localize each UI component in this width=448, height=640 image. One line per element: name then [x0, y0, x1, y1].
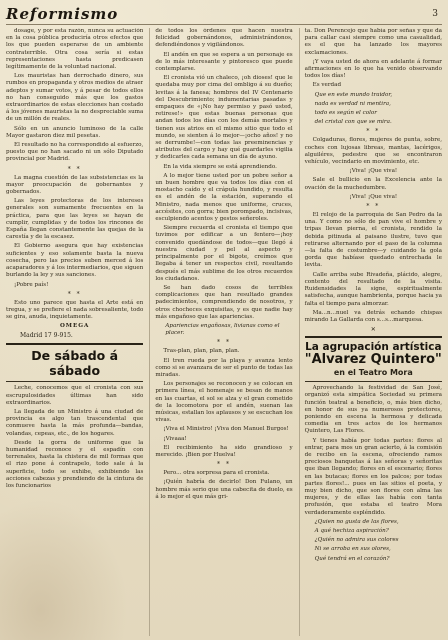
masthead: Reformismo — [6, 5, 119, 23]
paragraph: Pero... otra sorpresa para el cronista. — [163, 470, 270, 477]
dateline: Madrid 17 9-915. — [20, 332, 73, 340]
asterism-divider: * * — [217, 339, 231, 347]
verse-block — [305, 92, 442, 127]
asterism-divider: * * — [366, 203, 381, 211]
paragraph: ¡Viva! ¡Que viva! — [349, 193, 398, 200]
asterism-divider: * * — [217, 461, 231, 469]
paragraph: El andén en que se espera a un personaje es de lo más interesante y pintoresco que puede contemplarse. — [155, 51, 293, 73]
col1-mid-paragraphs — [6, 175, 143, 289]
paragraph: Es verdad — [312, 82, 342, 89]
paragraph: ta. Don Perencejo que había por señas y que da para callar casi siempre como una casualidad, es el que ha lanzado los mayores exclamaciones. — [304, 28, 442, 56]
verse: Apariencias engañosas, livianas como el placer. — [165, 322, 280, 337]
paragraph: El cronista vió un chaleco, ¡oh dioses! que le quedaba muy por cima del ombligo á su dueño; levitas á la fanesa; hombres del IV Centenario del Descubrimiento; indumentarias pasadas y empaques de «¡No hay permiso y pasó usted, retirese!» que estas buenas personas que andan todos los días con los demás mortales y tienen sus atrios en el mismo sitio que todo el mundo, se sienten á lo mejor—¡ocho años! y no se derrumbe!—con todas las preeminencias y atributos del cargo y hay qué guardarles vigilia y dedicarles cada semana un día de ayuno. — [155, 75, 293, 161]
article-title-de-sabado: De sábado á sábado — [31, 348, 119, 379]
paragraph: ¡Quién habría de decirlo! Don Fulano, un hombre más serio que una cabecita de duelo, es á lo mejor el que más gri- — [155, 479, 293, 500]
col1-top-paragraphs — [6, 28, 143, 164]
paragraph: Las leyes protectoras de los intereses generales son sumamente frecuentes en la práctica, para que las leyes se hayan de cumplir, cumplidas y de todos los rincones de España llegan constantemente las quejas de la carestía y de la escasez. — [6, 198, 144, 241]
paragraph: Los personajes se reconocen y se colocan en primera línea, el homenaje se besan de manos en las cuartas, el sol se alza y el gran cometido de la locomotora por el andén, suenan las músicas, estallan los aplausos y se escuchan los vivas. — [155, 381, 293, 424]
verse-line: nada es verdad ni mentira, — [314, 100, 391, 107]
verse-line: Que en este mundo traidor, — [314, 91, 393, 98]
paragraph: ¡Y vaya usted de ahora en adelante á formar afirmaciones en lo que ha venido observando todos los días! — [304, 58, 442, 80]
paragraph: La magna cuestión de las subsistencias es la mayor preocupación de gobernantes y gobernados. — [6, 174, 144, 196]
paragraph: Esto uno parece que hasta el Arte está en tregua, y se prefiere el nada sobresaliente, todo se gira, anuda, inquietamente. — [6, 299, 144, 321]
paragraph: Colgaduras, flores, mujeres de punta, sobre, coches con lujosas libreas, mantas, lacérigos, alguiléres, pedestre que se encontraron vehículo, vecindario en movimiento, etc. — [304, 137, 442, 166]
verse-line: A qué hechiza aspiración? — [314, 527, 389, 534]
column-2 — [149, 28, 292, 636]
verse-line: ¿Quien no gusta de las flores, — [314, 518, 399, 525]
col2-paragraphs-3 — [155, 470, 292, 501]
paragraph: Calle arriba sube Rivadeña, plácido, alegre, contento del resultado de la visita. Ruidensidades la signe, espiritualmente satisfecha, aunque hambrienta, porque hacia ya falta el tiempo para almorzar. — [304, 271, 442, 307]
paragraph: ¡Vivaaa! — [163, 435, 187, 442]
paragraph: A lo mejor tiene usted por un pobre señor a un buen hombre que va todos los días con el mostacho caído y el crápula hundido, y resulta es el andén de la estación, superando el Ministro, nada menos que uniforme, cruces, accésites, con gorra; bien porompado, incisivas, esculpiendo acentos y gestos señeroles. — [155, 172, 293, 223]
x-divider: ✕ — [370, 326, 376, 334]
divider-rule — [305, 336, 442, 338]
paragraph: Aprovechando la festividad de San José, organizó esta simpática Sociedad su primera función teatral a beneficio, o, más bien dicho, en honor de sus ya numerosos protectores, poniendo en escena la hermosa y delicada comedia en tres actos de los hermanos Quintero, Las Flores. — [304, 385, 442, 435]
paragraph: El recibimiento ha sido grandioso y merecido. ¡Bien por Huelva! — [155, 444, 293, 458]
article-title-agrupacion: La agrupación artística — [305, 341, 442, 354]
verse-line: Qué tendrá en el corazón? — [314, 555, 390, 562]
article-subtitle: en el Teatro Mora — [333, 368, 413, 378]
paragraph: Los mauristas han derrochado dinero, sus rumbos en propaganda y otros medios de atraer adeptos y sumar votos, y á pesar de todos ellos no han conseguido más que los gastos extraordinarios de estas elecciones han costado á los jóvenes mauristas la no despreciable suma de un millón de reales. — [6, 73, 144, 123]
col2-paragraphs — [155, 28, 292, 321]
paragraph: Sale el bullicio en la Excelencia ante la ovación de la muchedumbre. — [304, 177, 442, 191]
paragraph: Sólo en un anuncio luminoso de la calle Mayor gastaron diez mil pesetas. — [6, 125, 144, 139]
verse-line: del cristal con que se mira. — [314, 119, 392, 126]
verse-line: ¿Quién no admira sus colores — [314, 537, 399, 544]
article-title-quintero: "Alvarez Quintero" — [304, 352, 442, 368]
page-header — [6, 4, 442, 25]
verse-block — [305, 519, 442, 563]
paragraph: Y tienes había por todas partes: flores al entrar, para mos un gran acierto, á la comisión de recibo en la escena, ofreciendo ramos preciosos banquetas á las señoras y señoritas que iban llegando; flores en el escenario; flores en las butacas; flores en los palcos; por todas partes flores!... pues en las sitios el poeta, y muy bien dicho, que son flores con alma las mujeres, y de ellas las había con tanta profusión, que estaba el teatro Mora verdaderamente espléndido. — [304, 437, 442, 516]
paragraph: ¡Pobre país! — [14, 281, 49, 288]
paragraph: ¡Viva! ¡Que viva! — [349, 168, 398, 175]
paragraph: El Gobierno asegura que hay existencias suficientes y eso solamente basta la nueva cosecha, pero las precios suben merced á los acaparadores y á los intermediarios, que siguen burlando la ley y sus sanciones. — [6, 243, 144, 279]
page-number: 3 — [432, 9, 438, 19]
paragraph: El tren rueda por la playa y avanza lento como si se avanzara de ser el punto de todas las miradas. — [155, 357, 293, 378]
author-signoff: OMEGA — [59, 323, 90, 330]
paragraph: Siempre recuerda el cronista el tiempo que tuvimos por edificar a un fentero—¡hoy convenido quedándose de todos—que llegó á nuestra ciudad y pel al aspecto y principalmente por el bigote, creímos que llegaba á tener un respectos civil, resultando después el más sublime de los otros recuerdos los ciudadanos. — [155, 225, 293, 282]
paragraph: El relojo de la parroquia de San Pedro da la una. Y como no sólo de pan vive el hombre y tripas llevan pierna, el cronista, rendido la debida pitinuda al paisano ilustre, tuvo que retirarse alternando por el paso de la columna—la falta de costumbre—y cuidando la gola gorda que habíase quedado entrechada le levita. — [304, 212, 442, 269]
paragraph: La llegada de un Ministro á una ciudad de provincia es algo tan trascendental que conmueve hasta la más profunda—bandas, volandas, cepeas, etc., de los hogares. — [6, 408, 144, 437]
verse-line: todo es según el color — [314, 110, 377, 117]
col2-paragraphs-2 — [155, 348, 292, 459]
paragraph: Desde la gorra de uniforme que la humanidad reconoce y el espadín con terrenales, hasta la chistera de mil formas que el rizo pone á contrapelo, todo sale á la superficie, todo se exhibe, exhibiendo las acciones cabezas y prendiendo de la cintura de los funcionarios — [6, 439, 144, 489]
divider-rule — [6, 381, 143, 382]
columns — [6, 28, 442, 636]
divider-rule — [305, 381, 442, 382]
col3-paragraphs — [305, 28, 442, 90]
paragraph: Tras-plan, plan, plan, plan. — [163, 348, 240, 355]
paragraph: Ma...n...nuel va detrás echando chispas mirando La Gallarda con s...s...marquesa. — [304, 309, 442, 323]
asterism-divider: * * — [366, 128, 381, 136]
paragraph: ¡Viva el Ministro! ¡Viva don Manuel Burgos! — [163, 426, 289, 433]
col1-article-paragraphs — [6, 385, 143, 490]
column-1 — [6, 28, 143, 636]
paragraph: En la vida siempre se está aprendiendo. — [163, 163, 277, 170]
paragraph: Se han dado cosos de terribles complicaciones que han resultado grandes padecimientos, comprendiendo de nosotros, y otros chocheces exquisitas, y es que nadie hay más engañoso que las apariencias. — [155, 284, 293, 320]
asterism-divider: * * — [67, 165, 82, 173]
column-3 — [299, 28, 442, 636]
paragraph: El resultado no ha correspondido al esfuerzo, puesto que no han sacado ni un sólo Diputado provincial por Madrid. — [6, 142, 144, 163]
paragraph: Leche, conocemos que el cronista con sus escrupulosidades últimas han sido extraordinarios. — [6, 385, 144, 406]
paragraph: de todos los órdenes que hacen nuestra felicidad gobernándonos, administrándonos, defendiéndonos y vigilándonos. — [155, 28, 293, 49]
asterism-divider: * * — [67, 290, 82, 298]
divider-rule — [6, 343, 143, 345]
verse-line: Ni se arroba en sus olores, — [314, 546, 391, 553]
paragraph: dosage, y por esta razón, nunca su actuación en la cosa pública produciría otros efectos que los que pueden esperarse de un ambiente contraterrible. Otra cosa sería si estas representaciones hasta predicasen legítimamente de la voluntad nacional. — [6, 28, 144, 71]
